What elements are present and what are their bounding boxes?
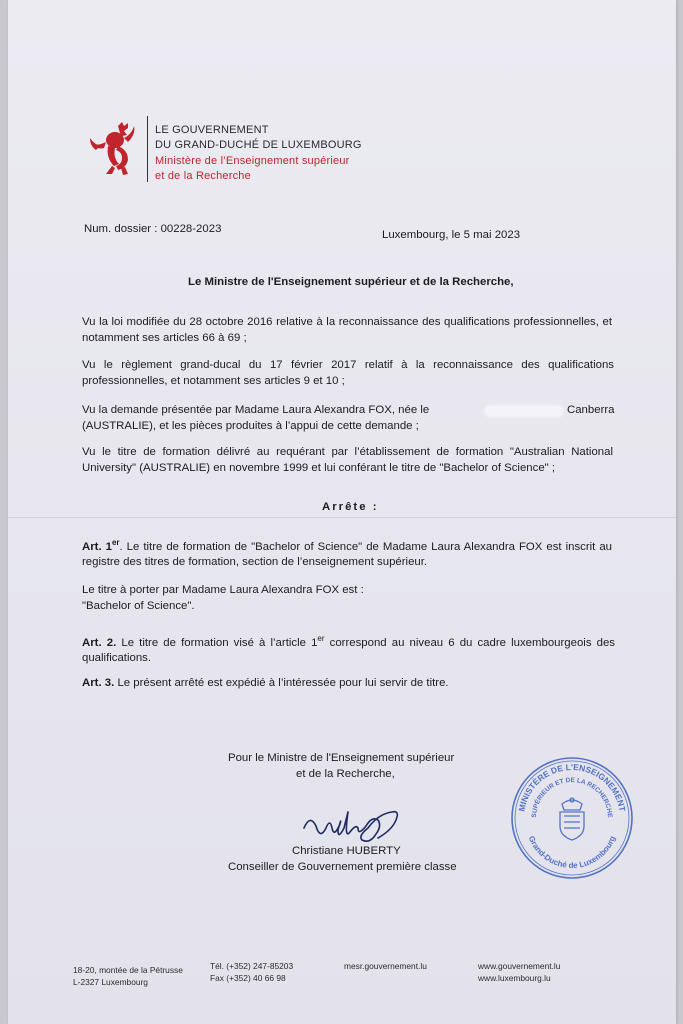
footer-address-2: L-2327 Luxembourg [73, 977, 148, 987]
decision-title: Arrête : [322, 501, 379, 513]
consideration-2: Vu le règlement grand-ducal du 17 février 2017 relatif à la reconnaissance des qualifications professionnelles, et notamment ses articles 9 et 10 ; [82, 359, 614, 387]
article-2-text-b: correspond au niveau 6 du cadre luxembourgeois des qualifications. [82, 636, 616, 665]
ministry-seal-stamp [506, 752, 638, 884]
article-1 [82, 535, 612, 571]
gov-line-2: DU GRAND-DUCHÉ DE LUXEMBOURG [155, 139, 362, 151]
footer-web-link-1[interactable]: www.gouvernement.lu [478, 961, 561, 971]
signatory-name: Christiane HUBERTY [292, 845, 401, 857]
decision-heading: Le Ministre de l'Enseignement supérieur et de la Recherche, [188, 276, 514, 288]
signatory-role: Conseiller de Gouvernement première classe [228, 861, 457, 873]
article-2-label: Art. 2. [82, 636, 117, 649]
article-2-text-a: Le titre de formation visé à l’article 1 [116, 636, 318, 649]
footer-email-link[interactable]: mesr.gouvernement.lu [344, 961, 427, 971]
article-3-text: Le présent arrêté est expédié à l’intéressée pour lui servir de titre. [114, 677, 449, 689]
place-date: Luxembourg, le 5 mai 2023 [382, 229, 521, 241]
letter-page [8, 0, 676, 1024]
gov-line-1: LE GOUVERNEMENT [155, 124, 269, 136]
footer-web-link-2[interactable]: www.luxembourg.lu [478, 973, 551, 983]
article-2-sup: er [317, 634, 325, 643]
svg-text:MINISTÈRE DE L'ENSEIGNEMENT: MINISTÈRE DE L'ENSEIGNEMENT [516, 761, 628, 813]
ministry-line-2: et de la Recherche [155, 170, 251, 182]
article-3-label: Art. 3. [82, 677, 115, 689]
dossier-number: Num. dossier : 00228-2023 [84, 223, 222, 235]
title-line-2: "Bachelor of Science". [82, 600, 195, 612]
redacted-birthdate [484, 405, 564, 417]
article-1-text: . Le titre de formation de "Bachelor of Science" de Madame Laura Alexandra FOX est inscrit au registre des titres de formation, section de l’enseignement supérieur. [82, 540, 612, 569]
article-3 [82, 676, 449, 691]
header-divider [147, 116, 148, 182]
svg-text:Grand-Duché de Luxembourg: Grand-Duché de Luxembourg [526, 834, 618, 871]
consideration-3-start: Vu la demande présentée par Madame Laura Alexandra FOX, née le [82, 404, 430, 416]
ministry-line-1: Ministère de l’Enseignement supérieur [155, 155, 350, 167]
paper-fold-line [8, 517, 676, 518]
article-1-sup: er [111, 538, 120, 547]
signature-for-line-1: Pour le Ministre de l'Enseignement supérieur [228, 752, 455, 764]
footer-address-1: 18-20, montée de la Pétrusse [73, 965, 183, 975]
footer-tel: Tél. (+352) 247-85203 [210, 961, 294, 971]
svg-text:SUPÉRIEUR ET DE LA RECHERCHE: SUPÉRIEUR ET DE LA RECHERCHE [530, 776, 614, 818]
footer-fax: Fax (+352) 40 66 98 [210, 973, 286, 983]
consideration-3-end: (AUSTRALIE), et les pièces produites à l’appui de cette demande ; [82, 420, 419, 432]
title-line-1: Le titre à porter par Madame Laura Alexandra FOX est : [82, 584, 364, 596]
red-lion-logo-icon [88, 120, 138, 176]
article-2 [82, 631, 615, 667]
consideration-3-city: Canberra [567, 404, 615, 416]
consideration-1: Vu la loi modifiée du 28 octobre 2016 relative à la reconnaissance des qualifications professionnelles, et notamment ses articles 66 à 69 ; [82, 316, 612, 344]
signature-for-line-2: et de la Recherche, [296, 768, 395, 780]
consideration-4: Vu le titre de formation délivré au requérant par l’établissement de formation "Australian National University" (AUSTRALIE) en novembre 1999 et lui conférant le titre de "Bachelor of Science" ; [82, 446, 613, 474]
article-1-label: Art. 1 [82, 540, 112, 553]
